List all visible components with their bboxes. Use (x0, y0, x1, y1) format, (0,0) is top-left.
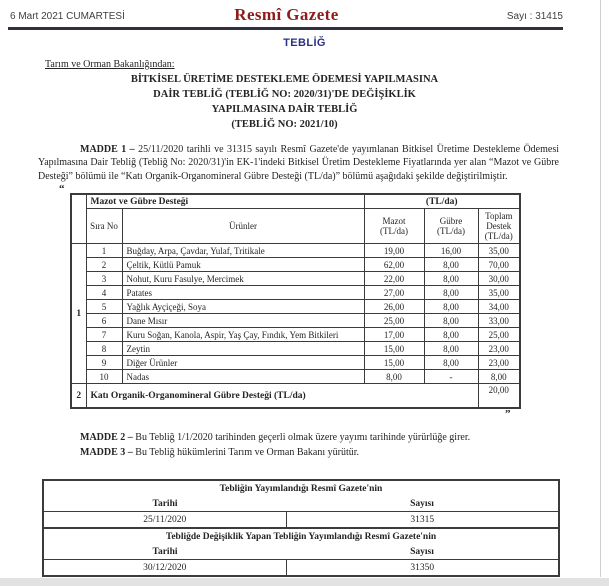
col-header-gubre (424, 209, 478, 244)
mazot-value: 22,00 (364, 272, 424, 286)
article-madde3 (38, 446, 559, 459)
row-number: 10 (86, 370, 122, 384)
toplam-value: 8,00 (478, 370, 520, 384)
toplam-value: 33,00 (478, 314, 520, 328)
col-header-line: Gübre (439, 216, 463, 227)
article-text: Bu Tebliğ 1/1/2020 tarihinden geçerli olmak üzere yayımı tarihinde yürürlüğe girer. (135, 432, 471, 444)
table-row (71, 272, 520, 286)
kati-organik-label: Katı Organik-Organomineral Gübre Desteği (TL/da) (86, 384, 478, 409)
gubre-value: 8,00 (424, 258, 478, 272)
number-label: Sayısı (286, 496, 559, 512)
gazette-section-title: Tebliğde Değişiklik Yapan Tebliğin Yayımlandığı Resmî Gazete'nin (165, 531, 437, 542)
table-row (71, 356, 520, 370)
products-cell: Patates (122, 286, 364, 300)
col-header-line: (TL/da) (484, 231, 513, 242)
gubre-value: 8,00 (424, 272, 478, 286)
toplam-value: 23,00 (478, 356, 520, 370)
group-number: 1 (71, 244, 86, 384)
col-header-line: Toplam (485, 211, 513, 222)
publication-date: 6 Mart 2021 CUMARTESİ (10, 11, 125, 22)
toplam-value: 23,00 (478, 342, 520, 356)
table-row (71, 328, 520, 342)
title-line: BİTKİSEL ÜRETİME DESTEKLEME ÖDEMESİ YAPILMASINA (130, 74, 439, 85)
mazot-value: 19,00 (364, 244, 424, 258)
row-number: 7 (86, 328, 122, 342)
gazette-masthead: Resmî Gazete (234, 5, 339, 24)
table-row (71, 300, 520, 314)
date-label: Tarihi (43, 496, 286, 512)
col-header-mazot (364, 209, 424, 244)
title-line: DAİR TEBLİĞ (TEBLİĞ NO: 2020/31)'DE DEĞİŞİKLİK (153, 89, 416, 100)
products-cell: Dane Mısır (122, 314, 364, 328)
gubre-value: 8,00 (424, 356, 478, 370)
page-bottom-edge (0, 578, 609, 586)
support-price-table (70, 193, 521, 409)
kati-organik-value: 20,00 (478, 384, 520, 409)
gubre-value: 8,00 (424, 286, 478, 300)
gazette-data-row (43, 560, 559, 577)
mazot-value: 15,00 (364, 356, 424, 370)
closing-quote: ” (505, 408, 511, 421)
group-column-header (71, 194, 86, 244)
table-header-row (71, 194, 520, 209)
col-header-urunler: Ürünler (122, 209, 364, 244)
row-number: 8 (86, 342, 122, 356)
products-cell: Zeytin (122, 342, 364, 356)
unit-header-cell: (TL/da) (364, 194, 520, 209)
ministry-line: Tarım ve Orman Bakanlığından: (45, 59, 175, 70)
row-number: 4 (86, 286, 122, 300)
opening-quote: “ (59, 183, 65, 196)
mazot-value: 26,00 (364, 300, 424, 314)
group-number: 2 (71, 384, 86, 409)
products-cell: Nohut, Kuru Fasulye, Mercimek (122, 272, 364, 286)
toplam-value: 25,00 (478, 328, 520, 342)
article-label: MADDE 1 – (80, 144, 135, 155)
mazot-value: 25,00 (364, 314, 424, 328)
toplam-value: 35,00 (478, 244, 520, 258)
gazette-number: 31350 (286, 560, 559, 577)
row-number: 3 (86, 272, 122, 286)
mazot-value: 62,00 (364, 258, 424, 272)
page-edge-line (600, 0, 601, 577)
gazette-section-title: Tebliğin Yayımlandığı Resmî Gazete'nin (219, 483, 383, 494)
table-row (71, 286, 520, 300)
mazot-value: 15,00 (364, 342, 424, 356)
row-number: 9 (86, 356, 122, 370)
gazette-data-row (43, 512, 559, 529)
products-cell: Çeltik, Kütlü Pamuk (122, 258, 364, 272)
row-number: 6 (86, 314, 122, 328)
table-row (71, 258, 520, 272)
masthead-bar (0, 0, 609, 25)
toplam-value: 30,00 (478, 272, 520, 286)
mazot-value: 8,00 (364, 370, 424, 384)
title-line: YAPILMASINA DAİR TEBLİĞ (211, 104, 358, 115)
gazette-date: 30/12/2020 (143, 562, 187, 573)
products-cell: Diğer Ürünler (122, 356, 364, 370)
table-row-kati-organik (71, 384, 520, 409)
gazette-info-table (42, 479, 560, 577)
gubre-value: 8,00 (424, 314, 478, 328)
products-cell: Buğday, Arpa, Çavdar, Yulaf, Tritikale (122, 244, 364, 258)
gazette-number: 31315 (286, 512, 559, 529)
table-subheader-row (71, 209, 520, 244)
col-header-toplam (478, 209, 520, 244)
products-cell: Yağlık Ayçiçeği, Soya (122, 300, 364, 314)
gubre-value: 8,00 (424, 342, 478, 356)
table-row (71, 370, 520, 384)
gazette-columns-row (43, 496, 559, 512)
toplam-value: 34,00 (478, 300, 520, 314)
header-rule (8, 27, 563, 30)
table-row (71, 244, 520, 258)
products-cell: Nadas (122, 370, 364, 384)
title-line: (TEBLİĞ NO: 2021/10) (231, 119, 338, 130)
gubre-value: 8,00 (424, 328, 478, 342)
issue-number: Sayı : 31415 (506, 11, 563, 22)
col-header-line: (TL/da) (380, 226, 408, 237)
article-madde1 (38, 143, 559, 183)
gubre-value: 8,00 (424, 300, 478, 314)
article-text: Bu Tebliğ hükümlerini Tarım ve Orman Bakanı yürütür. (135, 446, 360, 458)
products-cell: Kuru Soğan, Kanola, Aspir, Yaş Çay, Fındık, Yem Bitkileri (122, 328, 364, 342)
group1-title-cell: Mazot ve Gübre Desteği (86, 194, 364, 209)
table-row (71, 314, 520, 328)
gazette-columns-row (43, 544, 559, 560)
toplam-value: 35,00 (478, 286, 520, 300)
toplam-value: 70,00 (478, 258, 520, 272)
gubre-value: 16,00 (424, 244, 478, 258)
col-header-line: Destek (486, 221, 512, 232)
row-number: 1 (86, 244, 122, 258)
article-label: MADDE 3 – (80, 446, 133, 458)
article-madde2 (38, 431, 559, 444)
section-heading: TEBLİĞ (283, 37, 326, 49)
gazette-section-title-row (43, 528, 559, 544)
col-header-sira-no: Sıra No (86, 209, 122, 244)
mazot-value: 27,00 (364, 286, 424, 300)
table-row (71, 342, 520, 356)
col-header-line: (TL/da) (437, 226, 465, 237)
number-label: Sayısı (286, 544, 559, 560)
gazette-date: 25/11/2020 (43, 512, 286, 529)
article-label: MADDE 2 – (80, 432, 133, 444)
document-title (10, 72, 559, 132)
gazette-section-title-row (43, 480, 559, 496)
article-text: 25/11/2020 tarihli ve 31315 sayılı Resmî Gazete'de yayımlanan Bitkisel Üretime Destekleme Ödemesi Yapılmasına Dair Tebliğ (Tebliğ No: 2020/31)'in EK-1'indeki Bitkisel Üretim Destekleme Fiyatlarında yer alan “Mazot ve Gübre Desteği” bölümü ile “Katı Organik-Organomineral Gübre Desteği (TL/da)” bölümü aşağıdaki şekilde değiştirilmiştir. (38, 144, 560, 182)
mazot-value: 17,00 (364, 328, 424, 342)
gubre-value: - (424, 370, 478, 384)
date-label: Tarihi (43, 544, 286, 560)
row-number: 5 (86, 300, 122, 314)
col-header-line: Mazot (382, 216, 406, 227)
row-number: 2 (86, 258, 122, 272)
